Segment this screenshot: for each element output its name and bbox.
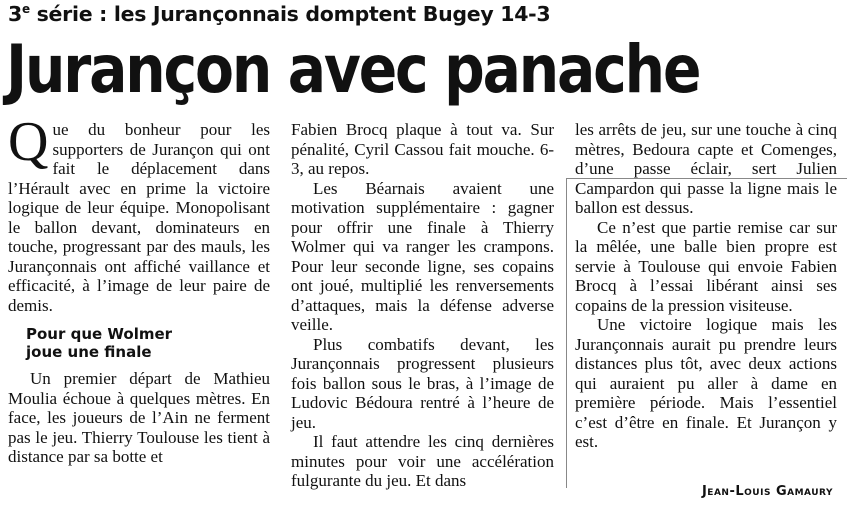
column-2-paragraph-2: Les Béarnais avaient une motivation supplémentaire : gagner pour offrir une finale à Thierry Wolmer qui va ranger les crampons. Pour leur seconde ligne, ses copains ont joué, multiplié les renversements d’attaques, mais la défense adverse veille. — [291, 178, 554, 334]
clipping-border-top — [566, 178, 847, 179]
article-column-2 — [291, 120, 554, 491]
subheading-line-1: Pour que Wolmer — [26, 325, 173, 343]
kicker-headline — [8, 2, 550, 26]
subheading-line-2: joue une finale — [26, 343, 152, 361]
column-2-paragraph-4: Il faut attendre les cinq dernières minutes pour voir une accélération fulgurante du jeu. Et dans — [291, 432, 554, 490]
column-3-paragraph-3: Une victoire logique mais les Jurançonnais aurait pu prendre leurs distances plus tôt, avec deux actions qui auraient pu aller à dame en première période. Mais l’essentiel c’est d’être en finale. Et Jurançon y est. — [575, 315, 837, 451]
kicker-superscript: e — [21, 2, 30, 17]
column-3-paragraph-2: Ce n’est que partie remise car sur la mêlée, une balle bien propre est servie à Toulouse qui envoie Fabien Brocq à l’essai libérant ainsi ses copains de la pression visiteuse. — [575, 217, 837, 315]
subheading — [26, 325, 270, 361]
column-1-paragraph-1 — [8, 111, 270, 315]
column-3-paragraph-1: les arrêts de jeu, sur une touche à cinq mètres, Bedoura capte et Comenges, d’une passe éclair, sert Julien Campardon qui passe la ligne mais le ballon est dessus. — [575, 120, 837, 217]
column-2-paragraph-3: Plus combatifs devant, les Jurançonnais progressent plusieurs fois ballon sous le bras, à l’image de Ludovic Bédoura rentré à l’heure de jeu. — [291, 334, 554, 432]
clipping-border-left — [566, 178, 567, 488]
column-2-paragraph-1: Fabien Brocq plaque à tout va. Sur pénalité, Cyril Cassou fait mouche. 6-3, au repos. — [291, 120, 554, 178]
article-column-1 — [8, 111, 270, 467]
headline: Jurançon avec panache — [6, 31, 700, 108]
column-1-paragraph-1-text: ue du bonheur pour les supporters de Jurançon qui ont fait le déplacement dans l’Hérault avec en prime la victoire logique de leur équipe. Monopolisant le ballon devant, dominateurs en touche, progressant par des mauls, les Jurançonnais ont affiché vaillance et efficacité, à l’image de leur paire de demis. — [8, 120, 270, 315]
kicker-text: série : les Jurançonnais domptent Bugey 14-3 — [29, 2, 551, 26]
article-column-3 — [575, 120, 837, 452]
drop-cap: Q — [8, 111, 49, 173]
column-1-paragraph-2: Un premier départ de Mathieu Moulia échoue à quelques mètres. En face, les joueurs de l’Ain ne ferment pas le jeu. Thierry Toulouse les tient à distance par sa botte et — [8, 369, 270, 466]
author-signature: Jean-Louis Gamaury — [701, 484, 833, 499]
kicker-number: 3 — [8, 2, 22, 26]
